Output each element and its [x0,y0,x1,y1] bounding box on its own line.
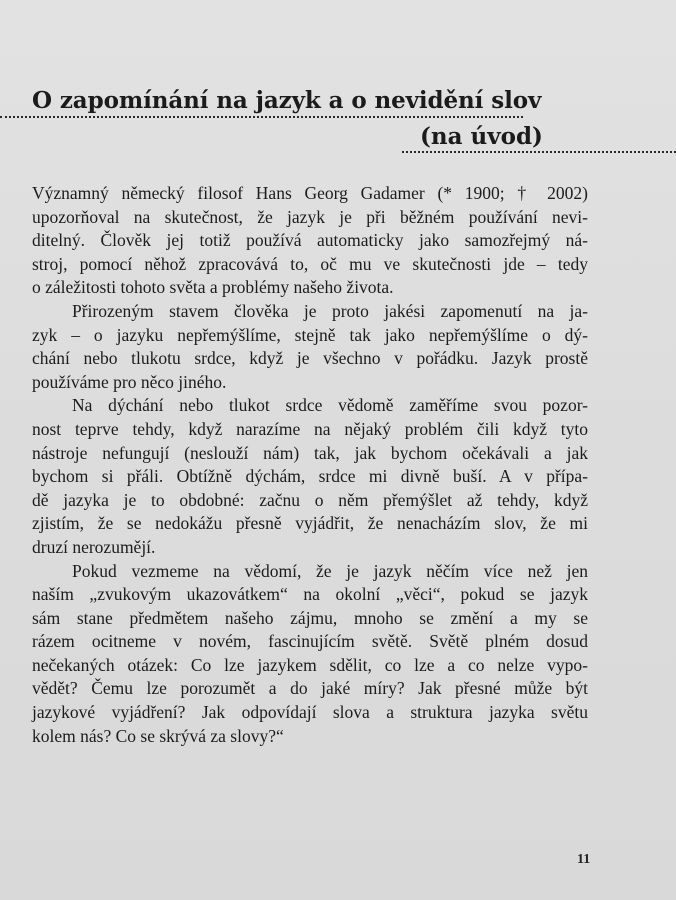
text-line: používáme pro něco jiného. [32,371,227,392]
text-line: naším „zvukovým ukazovátkem“ na okolní „věci“, pokud se jazyk [32,584,588,605]
text-line: chání nebo tlukotu srdce, když je všechno v pořádku. Jazyk prostě [32,348,588,369]
dotted-rule-2 [402,151,676,153]
text-line: o záležitosti tohoto světa a problémy našeho života. [32,277,394,298]
text-line: rázem ocitneme v novém, fascinujícím světě. Světě plném dosud [32,631,588,652]
text-line: jazykové vyjádření? Jak odpovídají slova a struktura jazyka světu [32,702,588,723]
text-line: Na dýchání nebo tlukot srdce vědomě zaměříme svou pozor- [72,395,588,416]
paragraph-4 [32,560,588,749]
text-line: vědět? Čemu lze porozumět a do jaké míry? Jak přesné může být [32,678,588,699]
text-line: sám stane předmětem našeho zájmu, mnoho se změní a my se [32,607,588,628]
text-line: nečekaných otázek: Co lze jazykem sdělit, co lze a co nelze vypo- [32,654,588,675]
page-number: 11 [577,852,591,867]
text-line: kolem nás? Co se skrývá za slovy?“ [32,725,284,746]
text-line: upozorňoval na skutečnost, že jazyk je při běžném používání nevi- [32,206,588,227]
paragraph-2 [32,300,588,394]
text-line: nástroje nefungují (neslouží nám) tak, jak bychom očekávali a jak [32,442,588,463]
chapter-title-line-2: (na úvod) [420,123,543,150]
text-line: Významný německý filosof Hans Georg Gadamer (* 1900; † 2002) [32,183,588,203]
paragraph-3 [32,394,588,559]
text-line: zjistím, že se nedokážu přesně vyjádřit, že nenacházím slov, že mi [32,513,588,534]
text-line: bychom si přáli. Obtížně dýchám, srdce mi divně buší. A v přípa- [32,466,588,487]
paragraph-1 [32,182,588,300]
text-line: druzí nerozumějí. [32,536,156,557]
chapter-title-line-1: O zapomínání na jazyk a o nevidění slov [32,87,542,114]
text-line: dě jazyka je to obdobné: začnu o něm přemýšlet až tehdy, když [32,489,588,510]
text-line: Přirozeným stavem člověka je proto jakési zapomenutí na ja- [72,300,588,321]
body-text [32,182,588,748]
text-line: stroj, pomocí něhož zpracovává to, oč mu ve skutečnosti jde – tedy [32,253,588,274]
text-line: Pokud vezmeme na vědomí, že je jazyk něčím více než jen [72,560,588,581]
text-line: zyk – o jazyku nepřemýšlíme, stejně tak jako nepřemýšlíme o dý- [32,324,588,345]
dotted-rule-1 [0,116,523,118]
text-line: ditelný. Člověk jej totiž používá automaticky jako samozřejmý ná- [32,230,588,251]
text-line: nost teprve tehdy, když narazíme na nějaký problém čili když tyto [32,418,588,439]
